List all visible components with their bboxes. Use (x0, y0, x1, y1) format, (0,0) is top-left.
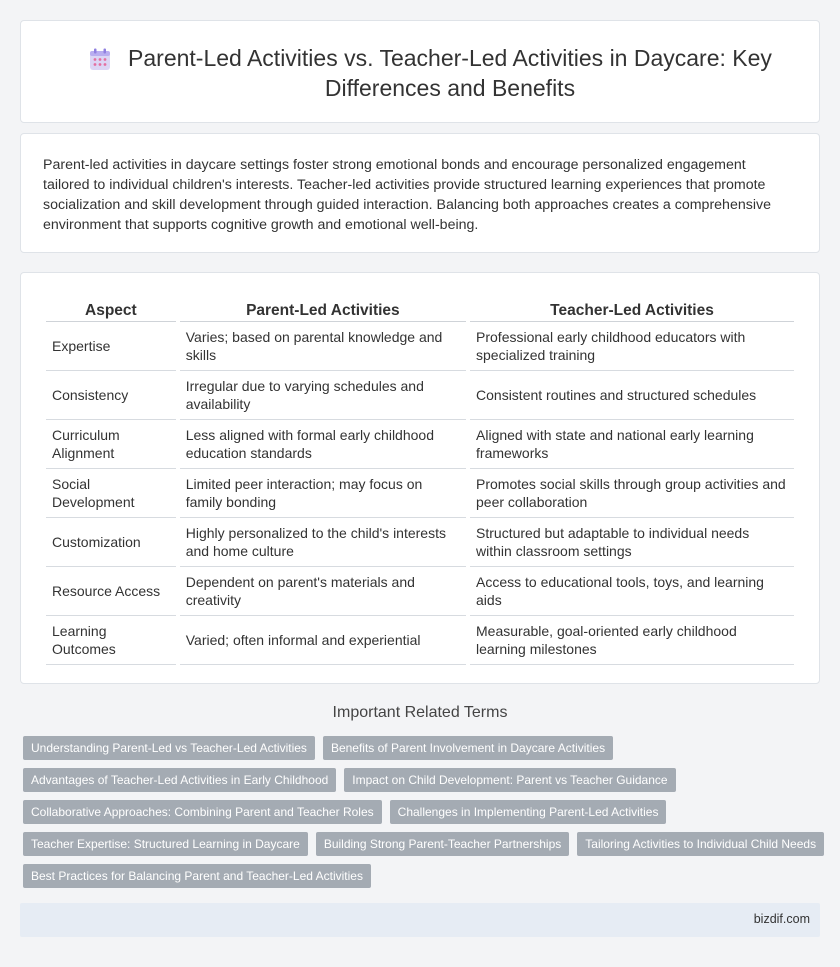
table-row (46, 567, 794, 616)
table-cell-aspect: Social Development (46, 469, 176, 518)
column-header-parent-led: Parent-Led Activities (180, 297, 466, 322)
table-row (46, 371, 794, 420)
related-term-link[interactable]: Challenges in Implementing Parent-Led Activities (390, 800, 667, 824)
related-term-link[interactable]: Building Strong Parent-Teacher Partnerships (316, 832, 569, 856)
related-terms-list (23, 736, 823, 896)
related-term-link[interactable]: Understanding Parent-Led vs Teacher-Led Activities (23, 736, 315, 760)
related-term-link[interactable]: Impact on Child Development: Parent vs Teacher Guidance (344, 768, 675, 792)
table-cell-parent: Varied; often informal and experiential (180, 616, 466, 665)
footer (20, 903, 820, 937)
related-term-link[interactable]: Benefits of Parent Involvement in Daycare Activities (323, 736, 613, 760)
table-cell-aspect: Curriculum Alignment (46, 420, 176, 469)
intro-card (20, 133, 820, 253)
column-header-aspect: Aspect (46, 297, 176, 322)
table-header-row (46, 297, 794, 322)
table-cell-parent: Irregular due to varying schedules and availability (180, 371, 466, 420)
intro-paragraph: Parent-led activities in daycare settings foster strong emotional bonds and encourage personalized engagement tailored to individual children's interests. Teacher-led activities provide structured learning experiences that promote socialization and skill development through guided interaction. Balancing both approaches creates a comprehensive environment that supports cognitive growth and emotional well-being. (43, 157, 771, 233)
table-cell-teacher: Measurable, goal-oriented early childhood learning milestones (470, 616, 794, 665)
table-row (46, 322, 794, 371)
table-cell-aspect: Consistency (46, 371, 176, 420)
comparison-table (42, 297, 798, 665)
related-term-link[interactable]: Collaborative Approaches: Combining Parent and Teacher Roles (23, 800, 382, 824)
tag-row (23, 864, 823, 888)
related-term-link[interactable]: Teacher Expertise: Structured Learning in Daycare (23, 832, 308, 856)
site-name[interactable]: bizdif.com (753, 912, 810, 926)
comparison-card (20, 272, 820, 684)
tag-row (23, 736, 823, 760)
table-cell-parent: Dependent on parent's materials and creativity (180, 567, 466, 616)
table-row (46, 420, 794, 469)
table-cell-aspect: Learning Outcomes (46, 616, 176, 665)
table-cell-teacher: Consistent routines and structured schedules (470, 371, 794, 420)
table-cell-parent: Highly personalized to the child's interests and home culture (180, 518, 466, 567)
table-cell-aspect: Expertise (46, 322, 176, 371)
header-card (20, 20, 820, 123)
table-row (46, 518, 794, 567)
table-cell-parent: Limited peer interaction; may focus on family bonding (180, 469, 466, 518)
calendar-icon (87, 47, 113, 73)
table-cell-teacher: Aligned with state and national early learning frameworks (470, 420, 794, 469)
table-cell-teacher: Structured but adaptable to individual needs within classroom settings (470, 518, 794, 567)
table-cell-teacher: Professional early childhood educators with specialized training (470, 322, 794, 371)
tag-row (23, 768, 823, 792)
table-row (46, 469, 794, 518)
related-term-link[interactable]: Tailoring Activities to Individual Child Needs (577, 832, 824, 856)
table-cell-aspect: Resource Access (46, 567, 176, 616)
table-cell-parent: Varies; based on parental knowledge and skills (180, 322, 466, 371)
tag-row (23, 800, 823, 824)
related-term-link[interactable]: Advantages of Teacher-Led Activities in Early Childhood (23, 768, 336, 792)
related-term-link[interactable]: Best Practices for Balancing Parent and Teacher-Led Activities (23, 864, 371, 888)
related-terms-heading: Important Related Terms (332, 704, 508, 721)
table-cell-parent: Less aligned with formal early childhood education standards (180, 420, 466, 469)
table-cell-aspect: Customization (46, 518, 176, 567)
table-cell-teacher: Promotes social skills through group activities and peer collaboration (470, 469, 794, 518)
tag-row (23, 832, 823, 856)
table-cell-teacher: Access to educational tools, toys, and learning aids (470, 567, 794, 616)
table-row (46, 616, 794, 665)
page-title: Parent-Led Activities vs. Teacher-Led Activities in Daycare: Key Differences and Benefits (128, 45, 772, 101)
column-header-teacher-led: Teacher-Led Activities (470, 297, 794, 322)
